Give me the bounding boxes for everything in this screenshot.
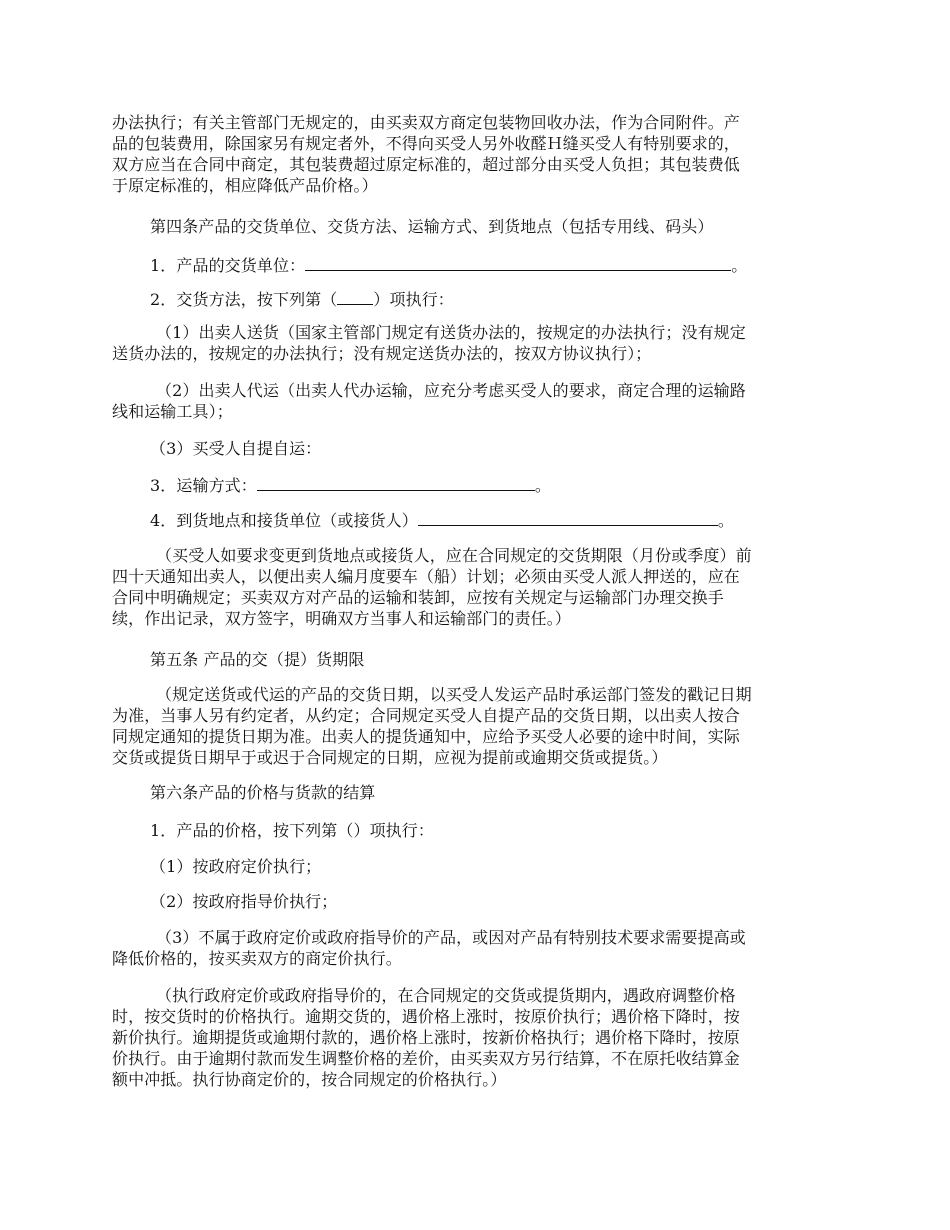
text-line: 额中冲抵。执行协商定价的，按合同规定的价格执行。）: [112, 1070, 507, 1089]
item-4-2-prefix: 2．交货方法，按下列第（: [150, 290, 338, 309]
item-4-3-label: 3．运输方式：: [150, 476, 257, 495]
item-4-3: [150, 475, 840, 496]
item-6-1: 1．产品的价格，按下列第（）项执行：: [150, 821, 434, 840]
article-6-title: 第六条产品的价格与货款的结算: [150, 783, 376, 802]
text-line: 线和运输工具）；: [112, 402, 233, 421]
item-4-4: [150, 510, 840, 531]
text-line: 降低价格的，按买卖双方的商定价执行。: [112, 949, 402, 968]
item-4-1-label: 1．产品的交货单位：: [150, 256, 306, 275]
punctuation: 。: [717, 511, 734, 530]
text-line: 四十天通知出卖人，以便出卖人编月度要车（船）计划；必须由买受人派人押送的，应在: [112, 567, 740, 586]
text-line: 时，按交货时的价格执行。逾期交货的，遇价格上涨时，按原价执行；遇价格下降时，按: [112, 1007, 740, 1026]
text-line: 同规定通知的提货日期为准。出卖人的提货通知中，应给予买受人必要的途中时间，实际: [112, 727, 740, 746]
text-line: （规定送货或代运的产品的交货日期，以买受人发运产品时承运部门签发的戳记日期: [156, 685, 752, 704]
item-4-4-label: 4．到货地点和接货单位（或接货人）: [150, 511, 418, 530]
item-4-2: [150, 289, 840, 310]
destination-blank[interactable]: [418, 510, 718, 526]
text-line: （执行政府定价或政府指导价的，在合同规定的交货或提货期内，遇政府调整价格: [156, 986, 736, 1005]
sub-item-seller-delivery: [112, 322, 842, 364]
transport-method-blank[interactable]: [257, 475, 535, 491]
note-article-4: [112, 545, 842, 629]
text-line: 办法执行；有关主管部门无规定的，由买卖双方商定包装物回收办法，作为合同附件。产: [112, 113, 740, 132]
text-line: 合同中明确规定；买卖双方对产品的运输和装卸，应按有关规定与运输部门办理交换手: [112, 588, 724, 607]
paragraph-packaging: [112, 112, 842, 196]
delivery-method-blank[interactable]: [337, 289, 373, 305]
text-line: 品的包装费用，除国家另有规定者外，不得向买受人另外收醛Ｈ缝买受人有特别要求的，: [112, 134, 740, 153]
punctuation: 。: [731, 256, 748, 275]
sub-item-buyer-pickup: （3）买受人自提自运：: [150, 439, 322, 458]
article-5-title: 第五条 产品的交（提）货期限: [150, 650, 365, 669]
text-line: 交货或提货日期早于或迟于合同规定的日期，应视为提前或逾期交货或提货。）: [112, 748, 668, 767]
note-article-6: [112, 985, 842, 1090]
text-line: （买受人如要求变更到货地点或接货人，应在合同规定的交货期限（月份或季度）前: [156, 546, 752, 565]
text-line: 新价执行。逾期提货或逾期付款的，遇价格上涨时，按新价格执行；遇价格下降时，按原: [112, 1028, 740, 1047]
note-article-5: [112, 684, 842, 768]
punctuation: 。: [534, 476, 551, 495]
sub-item-government-guided-price: （2）按政府指导价执行；: [150, 892, 338, 911]
text-line: 续，作出记录，双方签字，明确双方当事人和运输部门的责任。）: [112, 609, 571, 628]
article-4-title: 第四条产品的交货单位、交货方法、运输方式、到货地点（包括专用线、码头）: [150, 217, 714, 236]
text-line: 双方应当在合同中商定，其包装费超过原定标准的，超过部分由买受人负担；其包装费低: [112, 155, 740, 174]
text-line: （1）出卖人送货（国家主管部门规定有送货办法的，按规定的办法执行；没有规定: [156, 323, 746, 342]
text-line: 为准，当事人另有约定者，从约定；合同规定买受人自提产品的交货日期，以出卖人按合: [112, 706, 740, 725]
sub-item-seller-shipping: [112, 380, 842, 422]
sub-item-government-price: （1）按政府定价执行；: [150, 857, 322, 876]
item-4-2-suffix: ）项执行：: [373, 290, 454, 309]
item-4-1: [150, 255, 840, 276]
text-line: （2）出卖人代运（出卖人代办运输，应充分考虑买受人的要求，商定合理的运输路: [156, 381, 746, 400]
text-line: （3）不属于政府定价或政府指导价的产品，或因对产品有特别技术要求需要提高或: [156, 928, 746, 947]
text-line: 价执行。由于逾期付款而发生调整价格的差价，由买卖双方另行结算，不在原托收结算金: [112, 1049, 740, 1068]
text-line: 于原定标准的，相应降低产品价格。）: [112, 176, 378, 195]
delivery-unit-blank[interactable]: [305, 255, 731, 271]
sub-item-negotiated-price: [112, 927, 842, 969]
text-line: 送货办法的，按规定的办法执行；没有规定送货办法的，按双方协议执行）；: [112, 344, 652, 363]
